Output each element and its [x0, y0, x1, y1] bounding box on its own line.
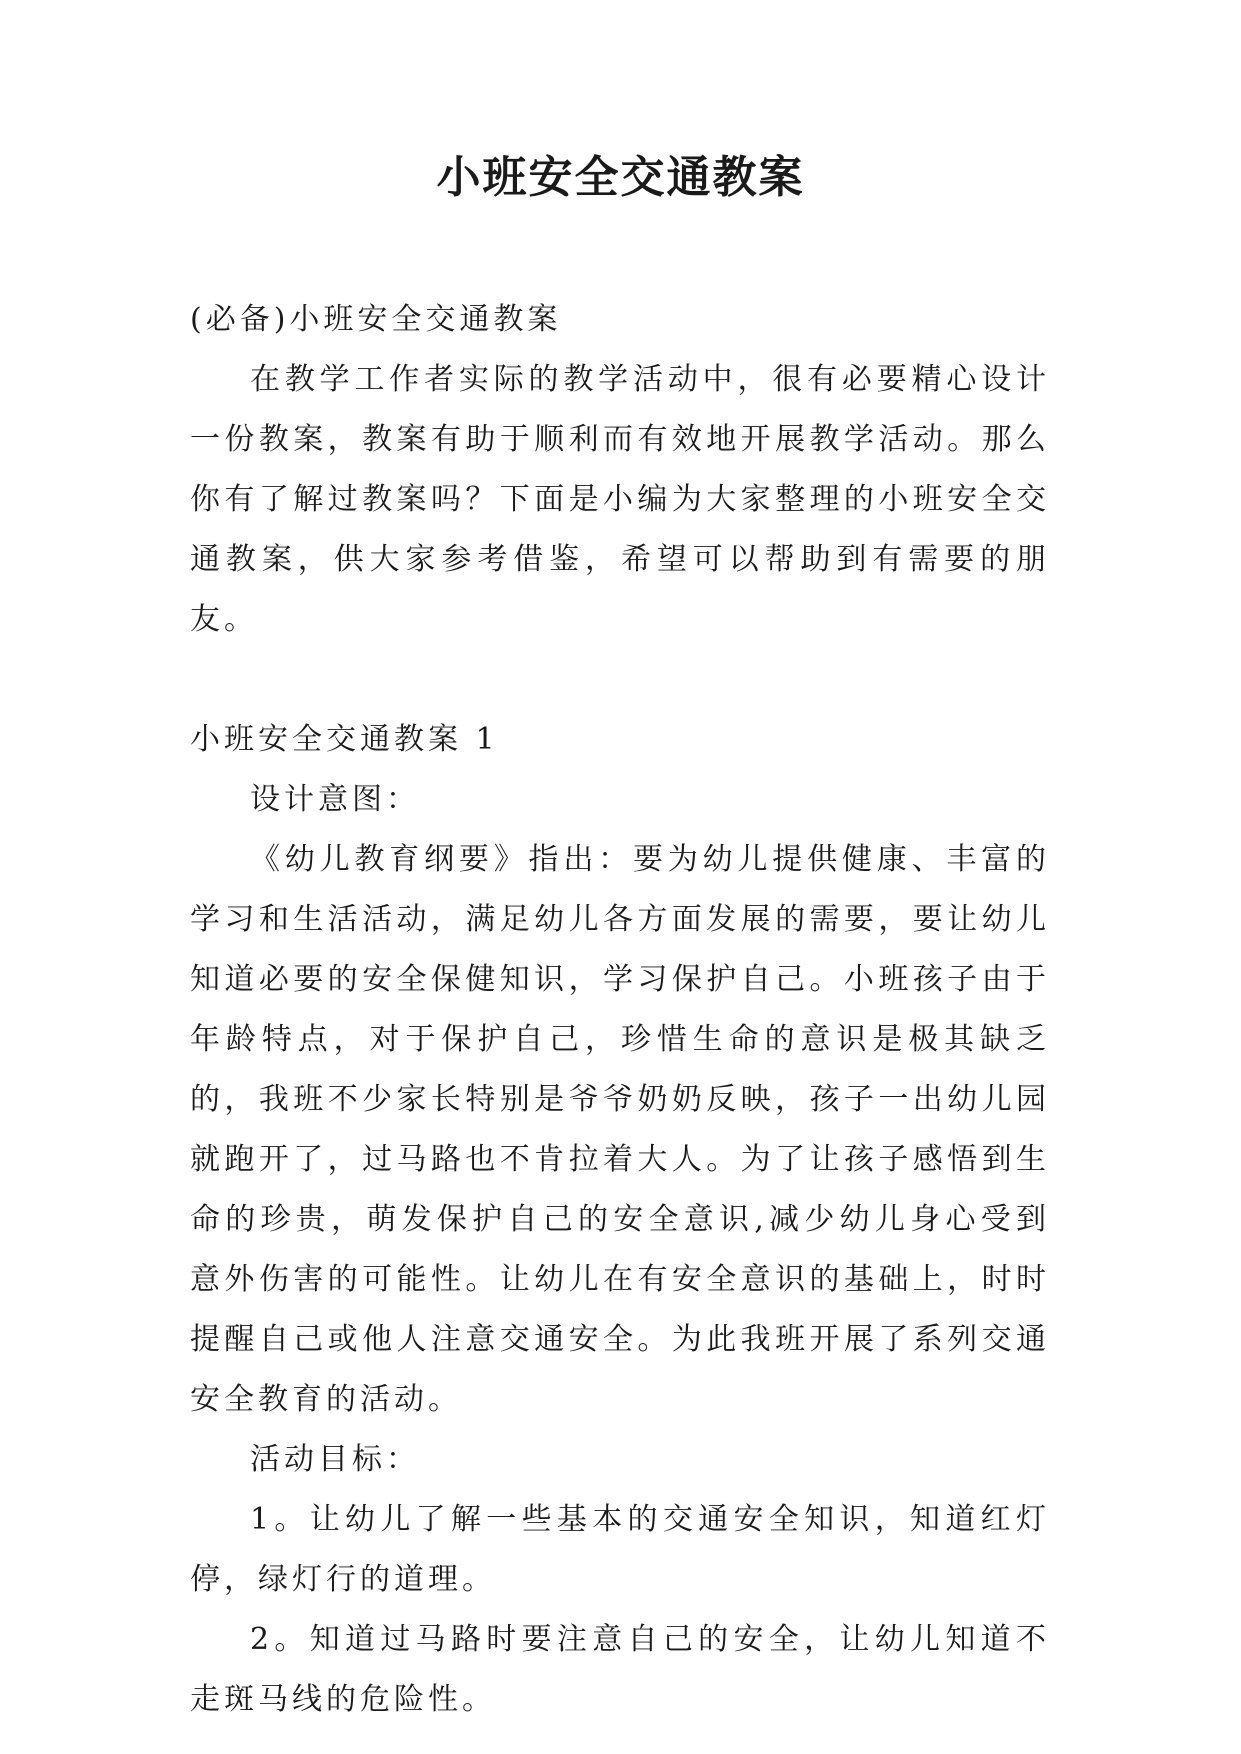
intro-paragraph: 在教学工作者实际的教学活动中，很有必要精心设计一份教案，教案有助于顺利而有效地开展教学活动。那么你有了解过教案吗？下面是小编为大家整理的小班安全交通教案，供大家参考借鉴，希望可以帮助到有需要的朋友。	[190, 362, 1050, 637]
goal-item-1: 1。让幼儿了解一些基本的交通安全知识，知道红灯停，绿灯行的道理。	[190, 1502, 1050, 1597]
document-subtitle: (必备)小班安全交通教案	[190, 302, 562, 337]
goal-item-2: 2。知道过马路时要注意自己的安全，让幼儿知道不走斑马线的危险性。	[190, 1622, 1050, 1717]
goals-label: 活动目标：	[250, 1442, 420, 1477]
design-intent-label: 设计意图：	[250, 782, 420, 817]
paragraph-spacer	[190, 650, 1050, 710]
document-title: 小班安全交通教案	[436, 152, 805, 203]
design-intent-paragraph: 《幼儿教育纲要》指出：要为幼儿提供健康、丰富的学习和生活活动，满足幼儿各方面发展的需要，要让幼儿知道必要的安全保健知识，学习保护自己。小班孩子由于年龄特点，对于保护自己，珍惜生命的意识是极其缺乏的，我班不少家长特别是爷爷奶奶反映，孩子一出幼儿园就跑开了，过马路也不肯拉着大人。为了让孩子感悟到生命的珍贵，萌发保护自己的安全意识,减少幼儿身心受到意外伤害的可能性。让幼儿在有安全意识的基础上，时时提醒自己或他人注意交通安全。为此我班开展了系列交通安全教育的活动。	[190, 842, 1050, 1417]
document-body	[190, 290, 1050, 1730]
section-heading: 小班安全交通教案 1	[190, 722, 499, 757]
